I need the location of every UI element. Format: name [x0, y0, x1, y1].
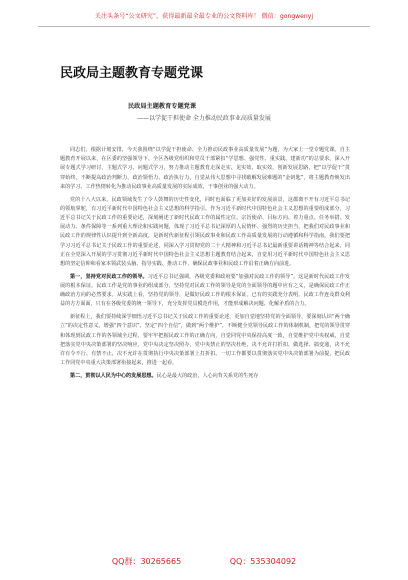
footer-qq: QQ：535304092 — [229, 557, 297, 566]
paragraph: 第二，贯彻以人民为中心的发展思想。民心是最大的政治，人心向背关系党的生死存 — [70, 373, 259, 380]
document-subtitle: 民政局主题教育专题党课 — [128, 103, 197, 110]
document-body — [60, 146, 350, 385]
page-title: 民政局主题教育专题党课 — [60, 66, 204, 81]
top-banner: 关注头条号“公文研究”，获得最新最全最专业的公文资料库！ 微信：gongwenyj — [38, 10, 370, 27]
paragraph: 新征程上，我们要持续深学细悟习近平总书记关于民政工作的重要论述，更加自觉地坚持党的全面领导，要深刻认识“两个确立”的决定性意义，增强“四个意识”，坚定“四个自信”，做到“两个维护”，不断健全党领导民政工作的体制机制，把党的领导贯穿和体现到民政工作的各领域全过程，要牢牢把握民政工作的正确方向，自觉同党中央保持高度一致，自觉维护党中央权威，自觉把落实党中央决策部署的坚决响应，党中央决定坚决照办，党中央禁止的坚决杜绝，决不允许打折扣、做选择、搞变通，决不允许有令不行、有禁不止，决不允许在贯彻执行中央决策部署上打折扣。一切工作都要以贯彻落实党中央决策部署为前提，把民政工作同党中央重大决策部署衔接起来，推进一起看。 — [60, 314, 350, 367]
footer-contact — [0, 556, 408, 570]
footer-group: QQ群：30265665 — [111, 557, 182, 566]
paragraph: 同志们，根据计划安排，今天我围绕“以学促干担使命、全力推动民政事业高质量发展”为题，为大家上一堂专题党课。自主题教育开展以来，在区委的坚强领导下，全区各级党组织和党员干部紧扣“学思想、强党性、重实践、建新功”的总要求，深入开展专题式学习研讨，主题式学习、问题式学习，努力推动主题教育走深走实、见实效、取实效，创新发展思路，把“以学促干”贯穿始终，不断提高政治判断力、政治领悟力、政治执行力，自觉从伟大思想中寻找破解发展难题的“金钥匙”，将主题教育焕发出来的学习、工作热情转化为推动民政事业高质量发展的实际成效，干事创业的强大动力。 — [60, 147, 350, 190]
paragraph: 第一，坚持党对民政工作的领导。习近平总书记强调，各级党委和政府要“加强对民政工作的领导”。这是新时代民政工作发展的根本保证。民政工作是党的事业的组成部分，坚持党对民政工作的领导是党的全面领导的题中应有之义，是确保民政工作正确政治方向的必然要求。从实践上看，坚持党的领导，是做好民政工作的根本保证。已有的实践充分表明，民政工作连及群众利益的方方面面，只有在各级党委的统一领导下，充分发挥党员模范作用，才能形成解决问题、化解矛盾的合力。 — [60, 273, 350, 308]
paragraph: 党的十八大以来，民政领域发生了令人鼓舞的历史性变化，同时也面临了更加美好的发展前景，这都离不开有习近平总书记的领航掌舵，有习近平新时代中国特色社会主义思想的科学指引。作为习近平新时代中国特色社会主义思想的重要组成部分，习近平总书记关于民政工作的重要论述，深刻阐述了新时代民政工作的属性定位、宗旨使命、目标方向、着力重点、任务举措、发展动力、条件保障等一系列重大理论和实践问题，体现了习近平总书记深厚的人民情怀、强烈的历史担当，把我们对民政事业和民政工作的规律性认识提升到全新高度，是新时代新征程引领民政事业和民政工作高质量发展的行动遵循和科学指南。我们要把学习习近平总书记关于民政工作的重要论述，同深入学习贯彻党的二十大精神和习近平总书记最新重要讲话精神等结合起来，同正在全党深入开展的学习贯彻习近平新时代中国特色社会主义思想主题教育结合起来，自觉用习近平新时代中国特色社会主义思想的坚定信仰和看家本领武装头脑、指导实践、推动工作，确保民政事业和民政工作沿着正确方向前进。 — [60, 196, 350, 268]
document-subheading: ——以学促干担使命 全力推动民政事业高质量发展 — [137, 115, 271, 122]
